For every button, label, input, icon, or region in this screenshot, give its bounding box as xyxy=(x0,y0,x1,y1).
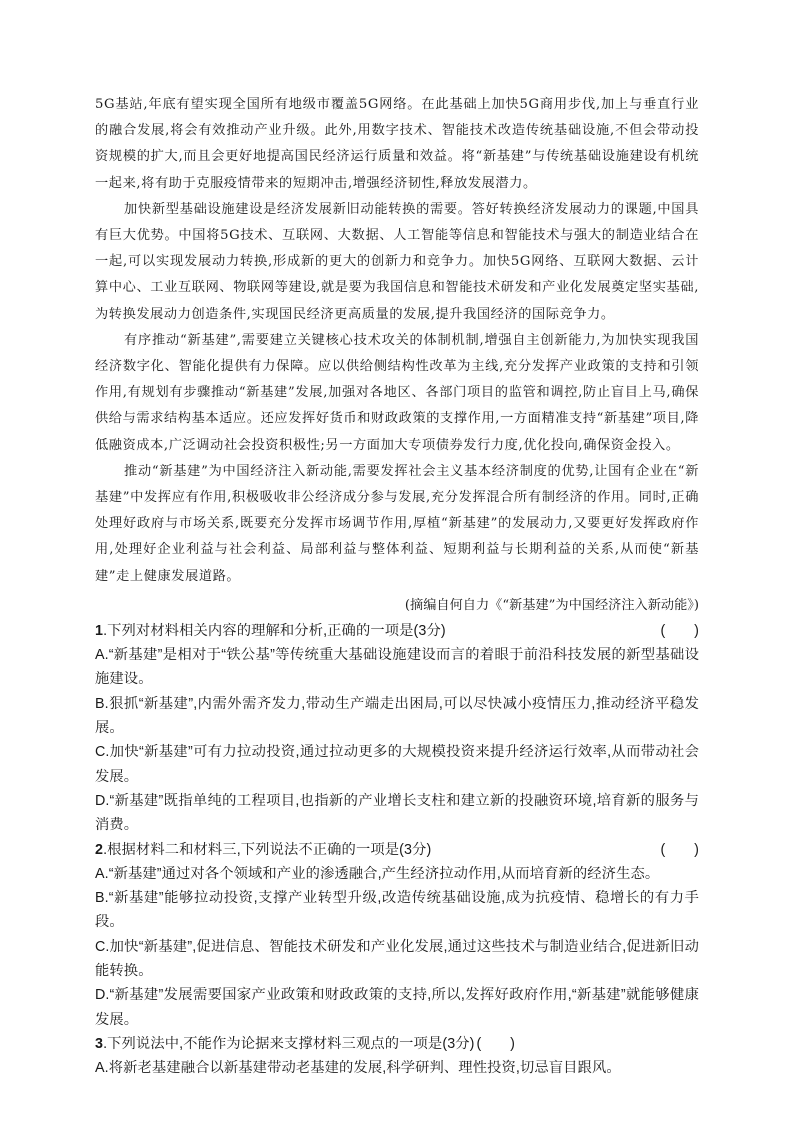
question-number: 3 xyxy=(95,1035,104,1052)
question-text: .下列说法中,不能作为论据来支撑材料三观点的一项是(3分) xyxy=(103,1035,475,1052)
question-3-option-a[interactable]: A.将新老基建融合以新基建带动老基建的发展,科学研判、理性投资,切忌盲目跟风。 xyxy=(95,1060,621,1077)
document-page xyxy=(95,92,699,1081)
passage-source: (摘编自何自力《“新基建”为中国经济注入新动能》) xyxy=(404,597,699,613)
question-text: .根据材料二和材料三,下列说法不正确的一项是(3分) xyxy=(103,841,432,858)
question-1-option-d[interactable]: D.“新基建”既指单纯的工程项目,也指新的产业增长支柱和建立新的投融资环境,培育新的服务与消费。 xyxy=(95,792,699,834)
answer-blank[interactable]: ( ) xyxy=(476,1035,516,1052)
reading-passage xyxy=(95,92,699,590)
question-3-stem xyxy=(95,1032,699,1056)
passage-paragraph-4: 推动“新基建”为中国经济注入新动能,需要发挥社会主义基本经济制度的优势,让国有企业在“新基建”中发挥应有作用,积极吸收非公经济成分参与发展,充分发挥混合所有制经济的作用。同时,正确处理好政府与市场关系,既要充分发挥市场调节作用,厚植“新基建”的发展动力,又要更好发挥政府作用,处理好企业利益与社会利益、局部利益与整体利益、短期利益与长期利益的关系,从而使“新基建”走上健康发展道路。 xyxy=(95,463,699,584)
question-2-option-b[interactable]: B.“新基建”能够拉动投资,支撑产业转型升级,改造传统基础设施,成为抗疫情、稳增长的有力手段。 xyxy=(95,890,699,931)
answer-blank[interactable]: ( ) xyxy=(660,622,699,639)
question-1-option-a[interactable]: A.“新基建”是相对于“铁公基”等传统重大基础设施建设而言的着眼于前沿科技发展的新型基础设施建设。 xyxy=(95,647,699,688)
question-2-stem xyxy=(95,838,699,862)
passage-paragraph-1: 5G基站,年底有望实现全国所有地级市覆盖5G网络。在此基础上加快5G商用步伐,加上与垂直行业的融合发展,将会有效推动产业升级。此外,用数字技术、智能技术改造传统基础设施,不但会带动投资规模的扩大,而且会更好地提高国民经济运行质量和效益。将“新基建”与传统基础设施建设有机统一起来,将有助于克服疫情带来的短期冲击,增强经济韧性,释放发展潜力。 xyxy=(95,97,699,191)
answer-blank[interactable]: ( ) xyxy=(660,841,699,858)
question-text: .下列对材料相关内容的理解和分析,正确的一项是(3分) xyxy=(103,622,446,639)
passage-paragraph-2: 加快新型基础设施建设是经济发展新旧动能转换的需要。答好转换经济发展动力的课题,中国具有巨大优势。中国将5G技术、互联网、大数据、人工智能等信息和智能技术与强大的制造业结合在一起,可以实现发展动力转换,形成新的更大的创新力和竞争力。加快5G网络、互联网大数据、云计算中心、工业互联网、物联网等建设,就是要为我国信息和智能技术研发和产业化发展奠定坚实基础,为转换发展动力创造条件,实现国民经济更高质量的发展,提升我国经济的国际竞争力。 xyxy=(95,201,699,322)
question-number: 2 xyxy=(95,841,104,858)
question-1-option-c[interactable]: C.加快“新基建”可有力拉动投资,通过拉动更多的大规模投资来提升经济运行效率,从而带动社会发展。 xyxy=(95,744,699,785)
question-list xyxy=(95,619,699,1081)
question-2-option-c[interactable]: C.加快“新基建”,促进信息、智能技术研发和产业化发展,通过这些技术与制造业结合,促进新旧动能转换。 xyxy=(95,938,699,980)
question-number: 1 xyxy=(95,622,104,639)
passage-paragraph-3: 有序推动“新基建”,需要建立关键核心技术攻关的体制机制,增强自主创新能力,为加快实现我国经济数字化、智能化提供有力保障。应以供给侧结构性改革为主线,充分发挥产业政策的支持和引领作用,有规划有步骤推动“新基建”发展,加强对各地区、各部门项目的监管和调控,防止盲目上马,确保供给与需求结构基本适应。还应发挥好货币和财政政策的支撑作用,一方面精准支持“新基建”项目,降低融资成本,广泛调动社会投资积极性;另一方面加大专项债券发行力度,优化投向,确保资金投入。 xyxy=(95,332,699,453)
question-2-option-d[interactable]: D.“新基建”发展需要国家产业政策和财政政策的支持,所以,发挥好政府作用,“新基建”就能够健康发展。 xyxy=(95,987,699,1028)
question-2-option-a[interactable]: A.“新基建”通过对各个领域和产业的渗透融合,产生经济拉动作用,从而培育新的经济生态。 xyxy=(95,865,660,882)
question-1-option-b[interactable]: B.狠抓“新基建”,内需外需齐发力,带动生产端走出困局,可以尽快减小疫情压力,推动经济平稳发展。 xyxy=(95,695,699,737)
question-1-stem xyxy=(95,619,699,643)
